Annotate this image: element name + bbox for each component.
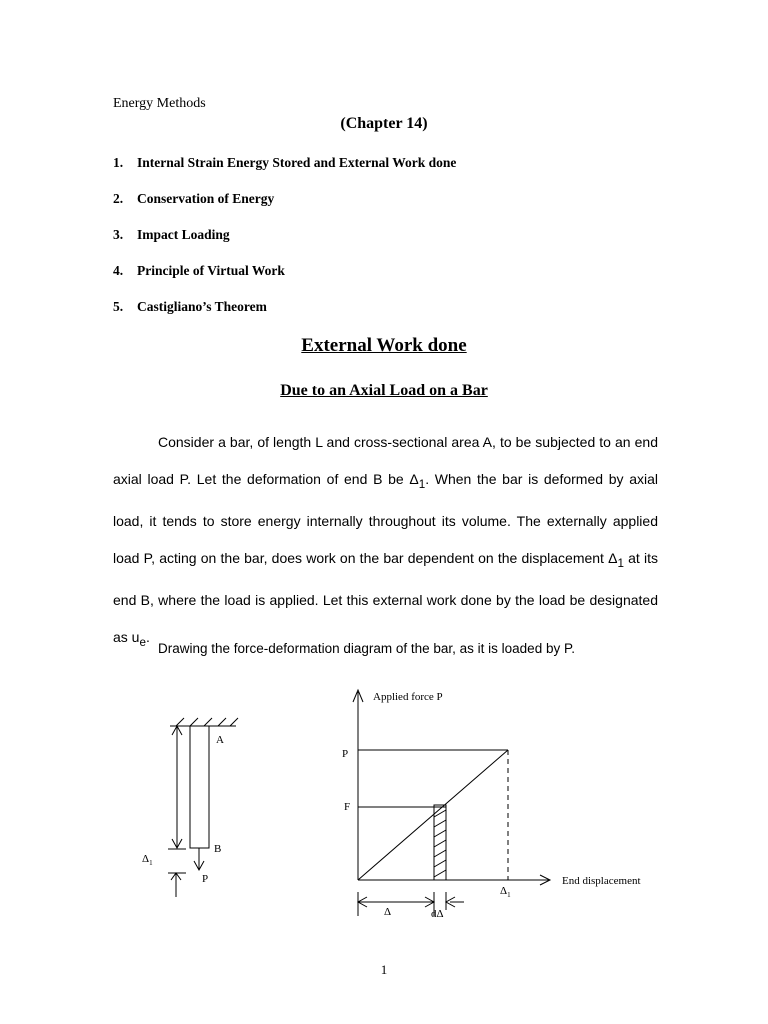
page-number: 1 xyxy=(380,962,388,977)
label-p: P xyxy=(342,748,349,760)
paragraph-text-a: Consider a bar, of length L and cross-sectional area A, to be subjected to an end axial load P. Let the deformation of end B be Δ xyxy=(113,434,658,487)
paragraph-sub-b: 1 xyxy=(617,556,624,570)
topic-number: 5. xyxy=(113,299,124,314)
topic-item xyxy=(113,263,456,299)
label-delta xyxy=(142,853,153,867)
topic-number: 4. xyxy=(113,263,124,278)
section-title: External Work done xyxy=(301,335,467,356)
label-d-delta: dΔ xyxy=(431,908,444,920)
topic-text: Castigliano’s Theorem xyxy=(137,299,267,314)
topic-number: 3. xyxy=(113,227,124,242)
bar-diagram xyxy=(130,712,240,907)
topic-item xyxy=(113,155,456,191)
topic-list xyxy=(113,155,456,335)
label-delta1-subscript: 1 xyxy=(507,891,511,899)
x-axis-label: End displacement xyxy=(562,875,641,887)
topic-item xyxy=(113,299,456,335)
topic-text: Internal Strain Energy Stored and External Work done xyxy=(137,155,457,170)
load-deformation-line xyxy=(358,750,508,880)
support-hatching xyxy=(176,718,238,726)
topic-text: Conservation of Energy xyxy=(137,191,275,206)
paragraph-sub-c: e xyxy=(139,635,146,649)
topic-text: Principle of Virtual Work xyxy=(137,263,285,278)
label-delta1-symbol: Δ xyxy=(500,885,508,897)
label-b: B xyxy=(214,843,222,855)
topic-number: 2. xyxy=(113,191,124,206)
topic-item xyxy=(113,191,456,227)
strip-hatching xyxy=(434,810,446,877)
label-delta-symbol: Δ xyxy=(142,853,150,865)
label-delta: Δ xyxy=(384,906,392,918)
paragraph-text-c: at its end B, where the load is applied. Let this external work done by the load be designated as u xyxy=(113,549,658,645)
label-a: A xyxy=(216,734,224,746)
bar-body xyxy=(190,726,209,848)
paragraph-sub-a: 1 xyxy=(418,477,426,491)
topic-item xyxy=(113,227,456,263)
chapter-heading: (Chapter 14) xyxy=(340,115,428,132)
topic-number: 1. xyxy=(113,155,124,170)
document-header-label: Energy Methods xyxy=(113,96,206,111)
diagram-intro-text: Drawing the force-deformation diagram of the bar, as it is loaded by P. xyxy=(158,641,575,656)
paragraph-text-b: . When the bar is deformed by axial load, it tends to store energy internally throughout its volume. The externally applied load P, acting on the bar, does work on the bar dependent on the displacement Δ xyxy=(113,471,658,566)
section-subtitle: Due to an Axial Load on a Bar xyxy=(280,382,488,399)
force-deformation-diagram xyxy=(330,684,690,924)
topic-text: Impact Loading xyxy=(137,227,230,242)
body-paragraph xyxy=(113,424,658,660)
paragraph-text-d: . xyxy=(145,628,150,645)
label-f: F xyxy=(344,801,351,813)
label-delta-subscript: 1 xyxy=(149,859,153,867)
y-axis-label: Applied force P xyxy=(373,691,443,703)
label-delta1 xyxy=(500,885,511,899)
label-p: P xyxy=(202,873,209,885)
